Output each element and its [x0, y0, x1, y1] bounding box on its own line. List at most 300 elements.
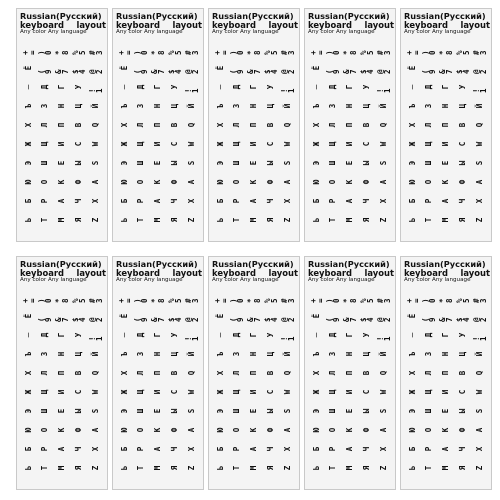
- key-sticker: Д: [424, 84, 434, 90]
- key-sticker: * 8: [149, 50, 166, 55]
- key-sticker: Ы: [362, 160, 372, 166]
- key-sticker: Й: [91, 351, 101, 357]
- key-sticker-grid: [211, 39, 299, 239]
- key-sticker: ) 0: [420, 50, 437, 55]
- key-sticker: Э: [408, 160, 418, 166]
- key-sticker: Ш: [232, 408, 242, 414]
- key-sticker: К: [441, 179, 451, 185]
- sheet-title-block: [20, 260, 106, 284]
- key-sticker: Z: [187, 465, 197, 471]
- key-sticker: $ 4: [454, 69, 471, 74]
- key-sticker: Й: [91, 103, 101, 109]
- key-sticker: Ч: [362, 446, 372, 452]
- key-sticker: S: [379, 408, 389, 414]
- key-sticker: A: [187, 427, 197, 433]
- key-sticker: Т: [40, 465, 50, 471]
- key-sticker: Щ: [136, 141, 146, 147]
- key-sticker: $ 4: [358, 69, 375, 74]
- key-sticker: Ч: [458, 446, 468, 452]
- key-sticker: Г: [249, 84, 259, 90]
- keyboard-sticker-sheet: [208, 8, 300, 242]
- key-sticker: И: [153, 389, 163, 395]
- key-sticker: & 7: [341, 317, 358, 322]
- key-sticker: Д: [424, 332, 434, 338]
- key-sticker: Ы: [458, 408, 468, 414]
- key-sticker: Ь: [408, 465, 418, 471]
- key-sticker: Z: [283, 465, 293, 471]
- key-sticker: Ю: [312, 427, 322, 433]
- key-sticker: ( 9: [324, 69, 341, 74]
- key-sticker: М: [345, 217, 355, 223]
- key-sticker: О: [328, 179, 338, 185]
- key-sticker: А: [441, 446, 451, 452]
- key-sticker: Б: [408, 198, 418, 204]
- key-sticker: А: [345, 446, 355, 452]
- key-sticker: X: [379, 198, 389, 204]
- key-sticker: Э: [216, 408, 226, 414]
- key-sticker: Ж: [216, 141, 226, 147]
- key-sticker: О: [328, 427, 338, 433]
- key-sticker: И: [345, 141, 355, 147]
- key-sticker: Z: [379, 217, 389, 223]
- key-sticker: Н: [345, 351, 355, 357]
- key-sticker: Ю: [312, 179, 322, 185]
- key-sticker: Ь: [216, 465, 226, 471]
- keyboard-sticker-sheet: [304, 8, 396, 242]
- key-sticker: * 8: [245, 298, 262, 303]
- subtitle-left: keyboard: [20, 19, 65, 30]
- key-sticker: С: [362, 389, 372, 395]
- key-sticker: К: [345, 427, 355, 433]
- key-sticker: В: [266, 122, 276, 128]
- key-sticker: И: [153, 141, 163, 147]
- key-sticker: ! 1: [471, 336, 488, 341]
- key-sticker: Т: [424, 465, 434, 471]
- key-sticker: Р: [136, 446, 146, 452]
- key-sticker: Ф: [74, 179, 84, 185]
- key-sticker: Ъ: [120, 351, 130, 357]
- key-sticker: ) 0: [324, 50, 341, 55]
- key-sticker: Ъ: [24, 103, 34, 109]
- key-sticker: Е: [345, 408, 355, 414]
- key-sticker: Ф: [266, 179, 276, 185]
- subtitle-left: keyboard: [308, 19, 353, 30]
- key-sticker: Ш: [328, 408, 338, 414]
- key-sticker: X: [475, 198, 485, 204]
- key-sticker: Ф: [362, 179, 372, 185]
- key-sticker: Ь: [312, 465, 322, 471]
- key-sticker: * 8: [437, 298, 454, 303]
- key-sticker: Т: [328, 217, 338, 223]
- key-sticker: А: [249, 446, 259, 452]
- key-sticker: Ь: [120, 465, 130, 471]
- key-sticker: Д: [136, 84, 146, 90]
- key-sticker: У: [458, 84, 468, 90]
- key-sticker: S: [91, 160, 101, 166]
- key-sticker: О: [424, 179, 434, 185]
- key-sticker: Й: [379, 103, 389, 109]
- subtitle-left: keyboard: [116, 267, 161, 278]
- key-sticker: Ё: [216, 313, 226, 319]
- key-sticker: Н: [153, 103, 163, 109]
- key-sticker: Ю: [216, 427, 226, 433]
- key-sticker: Ч: [74, 198, 84, 204]
- key-sticker: W: [187, 389, 197, 395]
- key-sticker: Э: [216, 160, 226, 166]
- subtitle-left: keyboard: [20, 267, 65, 278]
- key-sticker: А: [153, 198, 163, 204]
- key-sticker: X: [91, 446, 101, 452]
- sheet-subtitle: [404, 21, 490, 30]
- key-sticker: ( 9: [36, 317, 53, 322]
- key-sticker: Ц: [170, 351, 180, 357]
- key-sticker: Б: [312, 446, 322, 452]
- key-sticker: Ш: [40, 408, 50, 414]
- key-sticker: П: [249, 370, 259, 376]
- key-sticker: Ё: [120, 313, 130, 319]
- key-sticker-grid: [403, 39, 491, 239]
- key-sticker-grid: [307, 39, 395, 239]
- key-sticker: Z: [283, 217, 293, 223]
- key-sticker: Т: [424, 217, 434, 223]
- key-sticker: Ё: [24, 65, 34, 71]
- key-sticker: Р: [424, 446, 434, 452]
- key-sticker: Ф: [170, 427, 180, 433]
- sheet-title-block: [404, 260, 490, 284]
- sheet-caption: Any color Any language: [404, 277, 471, 284]
- key-sticker: Z: [475, 217, 485, 223]
- key-sticker: X: [91, 198, 101, 204]
- subtitle-left: keyboard: [212, 19, 257, 30]
- key-sticker: ) 0: [36, 298, 53, 303]
- key-sticker: З: [328, 351, 338, 357]
- key-sticker: Ю: [24, 427, 34, 433]
- key-sticker: ─: [24, 332, 34, 338]
- key-sticker: П: [345, 122, 355, 128]
- key-sticker: & 7: [149, 317, 166, 322]
- key-sticker: ! 1: [279, 88, 296, 93]
- key-sticker: З: [232, 351, 242, 357]
- key-sticker: Z: [379, 465, 389, 471]
- sheet-title: Russian(Русский): [212, 259, 294, 269]
- key-sticker: Х: [24, 370, 34, 376]
- key-sticker: @ 2: [279, 317, 296, 322]
- sheet-title: Russian(Русский): [308, 259, 390, 269]
- key-sticker: $ 4: [262, 69, 279, 74]
- key-sticker: К: [249, 427, 259, 433]
- key-sticker: Ь: [408, 217, 418, 223]
- key-sticker: X: [187, 446, 197, 452]
- key-sticker: * 8: [341, 298, 358, 303]
- subtitle-right: layout: [76, 19, 106, 30]
- key-sticker: А: [57, 446, 67, 452]
- key-sticker: Ф: [74, 427, 84, 433]
- key-sticker: Q: [283, 122, 293, 128]
- key-sticker: Н: [153, 351, 163, 357]
- key-sticker: ) 0: [324, 298, 341, 303]
- key-sticker: Б: [120, 198, 130, 204]
- sheet-subtitle: [116, 21, 202, 30]
- key-sticker: К: [345, 179, 355, 185]
- key-sticker: С: [266, 141, 276, 147]
- key-sticker: Т: [232, 465, 242, 471]
- key-sticker: Ц: [266, 351, 276, 357]
- key-sticker: Л: [40, 370, 50, 376]
- key-sticker: Г: [441, 84, 451, 90]
- key-sticker: A: [475, 179, 485, 185]
- key-sticker: Э: [120, 408, 130, 414]
- key-sticker: + =: [308, 50, 325, 55]
- key-sticker: Я: [362, 465, 372, 471]
- key-sticker: @ 2: [183, 317, 200, 322]
- key-sticker: S: [283, 408, 293, 414]
- subtitle-right: layout: [172, 19, 202, 30]
- key-sticker-grid: [403, 287, 491, 487]
- key-sticker: Ф: [266, 427, 276, 433]
- key-sticker: Е: [57, 160, 67, 166]
- key-sticker: A: [379, 179, 389, 185]
- key-sticker: Ж: [312, 141, 322, 147]
- sheet-title-block: [308, 260, 394, 284]
- keyboard-sticker-sheet: [16, 256, 108, 490]
- key-sticker: В: [362, 122, 372, 128]
- sheet-title: Russian(Русский): [404, 259, 486, 269]
- key-sticker: ! 1: [375, 88, 392, 93]
- key-sticker: $ 4: [166, 317, 183, 322]
- key-sticker: В: [458, 370, 468, 376]
- key-sticker: У: [170, 332, 180, 338]
- key-sticker: У: [74, 84, 84, 90]
- key-sticker: Б: [312, 198, 322, 204]
- key-sticker: $ 4: [454, 317, 471, 322]
- key-sticker: З: [40, 351, 50, 357]
- key-sticker: Ю: [408, 427, 418, 433]
- key-sticker: Q: [187, 122, 197, 128]
- key-sticker: Щ: [40, 389, 50, 395]
- key-sticker: @ 2: [183, 69, 200, 74]
- key-sticker: Щ: [232, 389, 242, 395]
- key-sticker: + =: [20, 298, 37, 303]
- key-sticker: ( 9: [36, 69, 53, 74]
- key-sticker: % 5: [70, 50, 87, 55]
- key-sticker: Ц: [458, 351, 468, 357]
- key-sticker: W: [91, 141, 101, 147]
- key-sticker: З: [424, 103, 434, 109]
- sheet-subtitle: [308, 21, 394, 30]
- key-sticker: ( 9: [132, 317, 149, 322]
- key-sticker: W: [475, 389, 485, 395]
- key-sticker: Ц: [362, 103, 372, 109]
- key-sticker: $ 4: [70, 69, 87, 74]
- key-sticker: & 7: [149, 69, 166, 74]
- key-sticker: # 3: [471, 298, 488, 303]
- key-sticker: Ё: [408, 313, 418, 319]
- key-sticker: И: [57, 389, 67, 395]
- key-sticker: П: [249, 122, 259, 128]
- key-sticker: М: [249, 465, 259, 471]
- key-sticker: У: [362, 332, 372, 338]
- key-sticker: В: [266, 370, 276, 376]
- key-sticker: Х: [216, 122, 226, 128]
- key-sticker: Q: [379, 122, 389, 128]
- key-sticker: % 5: [454, 298, 471, 303]
- key-sticker: Ж: [24, 389, 34, 395]
- key-sticker: М: [57, 465, 67, 471]
- key-sticker: Z: [187, 217, 197, 223]
- key-sticker: Г: [153, 84, 163, 90]
- key-sticker: Ч: [458, 198, 468, 204]
- key-sticker: X: [379, 446, 389, 452]
- key-sticker: W: [475, 141, 485, 147]
- key-sticker: # 3: [183, 50, 200, 55]
- key-sticker: Ж: [408, 141, 418, 147]
- key-sticker: Т: [40, 217, 50, 223]
- key-sticker: A: [283, 179, 293, 185]
- sheet-subtitle: [212, 269, 298, 278]
- key-sticker: С: [362, 141, 372, 147]
- key-sticker: Б: [24, 446, 34, 452]
- key-sticker: A: [187, 179, 197, 185]
- key-sticker: П: [153, 122, 163, 128]
- key-sticker: И: [249, 141, 259, 147]
- key-sticker: A: [475, 427, 485, 433]
- key-sticker: ─: [408, 84, 418, 90]
- key-sticker: ( 9: [420, 69, 437, 74]
- key-sticker: М: [249, 217, 259, 223]
- sheet-subtitle: [212, 21, 298, 30]
- key-sticker: ( 9: [324, 317, 341, 322]
- key-sticker: Ю: [216, 179, 226, 185]
- key-sticker: П: [57, 122, 67, 128]
- key-sticker: Л: [424, 370, 434, 376]
- key-sticker: @ 2: [471, 317, 488, 322]
- key-sticker: П: [57, 370, 67, 376]
- key-sticker: ! 1: [279, 336, 296, 341]
- key-sticker: Q: [91, 122, 101, 128]
- key-sticker: S: [283, 160, 293, 166]
- key-sticker: Ф: [362, 427, 372, 433]
- key-sticker: % 5: [262, 298, 279, 303]
- key-sticker: Р: [40, 446, 50, 452]
- key-sticker: S: [379, 160, 389, 166]
- key-sticker: М: [153, 217, 163, 223]
- key-sticker: М: [153, 465, 163, 471]
- key-sticker: Ш: [232, 160, 242, 166]
- sheet-title-block: [116, 12, 202, 36]
- sheet-subtitle: [308, 269, 394, 278]
- key-sticker: @ 2: [471, 69, 488, 74]
- key-sticker: & 7: [437, 317, 454, 322]
- key-sticker: Ё: [312, 65, 322, 71]
- keyboard-sticker-sheet: [400, 256, 492, 490]
- key-sticker: @ 2: [375, 69, 392, 74]
- key-sticker: Щ: [424, 389, 434, 395]
- key-sticker: Й: [283, 103, 293, 109]
- key-sticker: ) 0: [228, 50, 245, 55]
- key-sticker: Ы: [170, 160, 180, 166]
- key-sticker: Q: [379, 370, 389, 376]
- key-sticker: & 7: [437, 69, 454, 74]
- subtitle-right: layout: [268, 267, 298, 278]
- key-sticker: S: [187, 160, 197, 166]
- key-sticker: Я: [170, 217, 180, 223]
- sheet-subtitle: [20, 269, 106, 278]
- sheet-subtitle: [116, 269, 202, 278]
- key-sticker: % 5: [166, 298, 183, 303]
- key-sticker: Ё: [120, 65, 130, 71]
- key-sticker-grid: [19, 39, 107, 239]
- key-sticker: З: [136, 103, 146, 109]
- key-sticker: ( 9: [420, 317, 437, 322]
- key-sticker: Н: [57, 103, 67, 109]
- sheet-subtitle: [404, 269, 490, 278]
- key-sticker: К: [441, 427, 451, 433]
- key-sticker: Е: [249, 408, 259, 414]
- key-sticker: Т: [232, 217, 242, 223]
- key-sticker: Q: [283, 370, 293, 376]
- key-sticker: И: [441, 389, 451, 395]
- key-sticker: X: [475, 446, 485, 452]
- sheet-title-block: [404, 12, 490, 36]
- key-sticker: Х: [312, 122, 322, 128]
- key-sticker: З: [232, 103, 242, 109]
- key-sticker: Ъ: [24, 351, 34, 357]
- key-sticker: Н: [249, 351, 259, 357]
- key-sticker: Г: [249, 332, 259, 338]
- key-sticker: Й: [187, 351, 197, 357]
- key-sticker-grid: [19, 287, 107, 487]
- key-sticker: S: [475, 408, 485, 414]
- keyboard-sticker-sheet: [208, 256, 300, 490]
- key-sticker: @ 2: [375, 317, 392, 322]
- key-sticker: В: [458, 122, 468, 128]
- key-sticker: A: [283, 427, 293, 433]
- key-sticker: + =: [404, 298, 421, 303]
- key-sticker: М: [441, 465, 451, 471]
- key-sticker: Ё: [216, 65, 226, 71]
- sheet-title-block: [308, 12, 394, 36]
- key-sticker: Я: [266, 217, 276, 223]
- key-sticker: З: [136, 351, 146, 357]
- key-sticker: Й: [475, 103, 485, 109]
- key-sticker: Б: [216, 446, 226, 452]
- key-sticker: Q: [475, 122, 485, 128]
- key-sticker: К: [153, 427, 163, 433]
- key-sticker: У: [170, 84, 180, 90]
- key-sticker: X: [283, 198, 293, 204]
- key-sticker: Е: [441, 160, 451, 166]
- key-sticker: Н: [249, 103, 259, 109]
- key-sticker: В: [362, 370, 372, 376]
- key-sticker-grid: [115, 39, 203, 239]
- key-sticker: Ш: [136, 160, 146, 166]
- key-sticker: Ъ: [216, 351, 226, 357]
- key-sticker: Р: [328, 446, 338, 452]
- key-sticker: Р: [328, 198, 338, 204]
- key-sticker: Я: [458, 465, 468, 471]
- subtitle-right: layout: [76, 267, 106, 278]
- key-sticker: Э: [312, 408, 322, 414]
- key-sticker: Я: [458, 217, 468, 223]
- sheet-title: Russian(Русский): [404, 11, 486, 21]
- key-sticker: Д: [40, 332, 50, 338]
- key-sticker: ─: [408, 332, 418, 338]
- key-sticker: W: [283, 389, 293, 395]
- key-sticker: Ё: [408, 65, 418, 71]
- keyboard-sticker-sheet: [112, 8, 204, 242]
- key-sticker: О: [232, 179, 242, 185]
- key-sticker: Ф: [458, 179, 468, 185]
